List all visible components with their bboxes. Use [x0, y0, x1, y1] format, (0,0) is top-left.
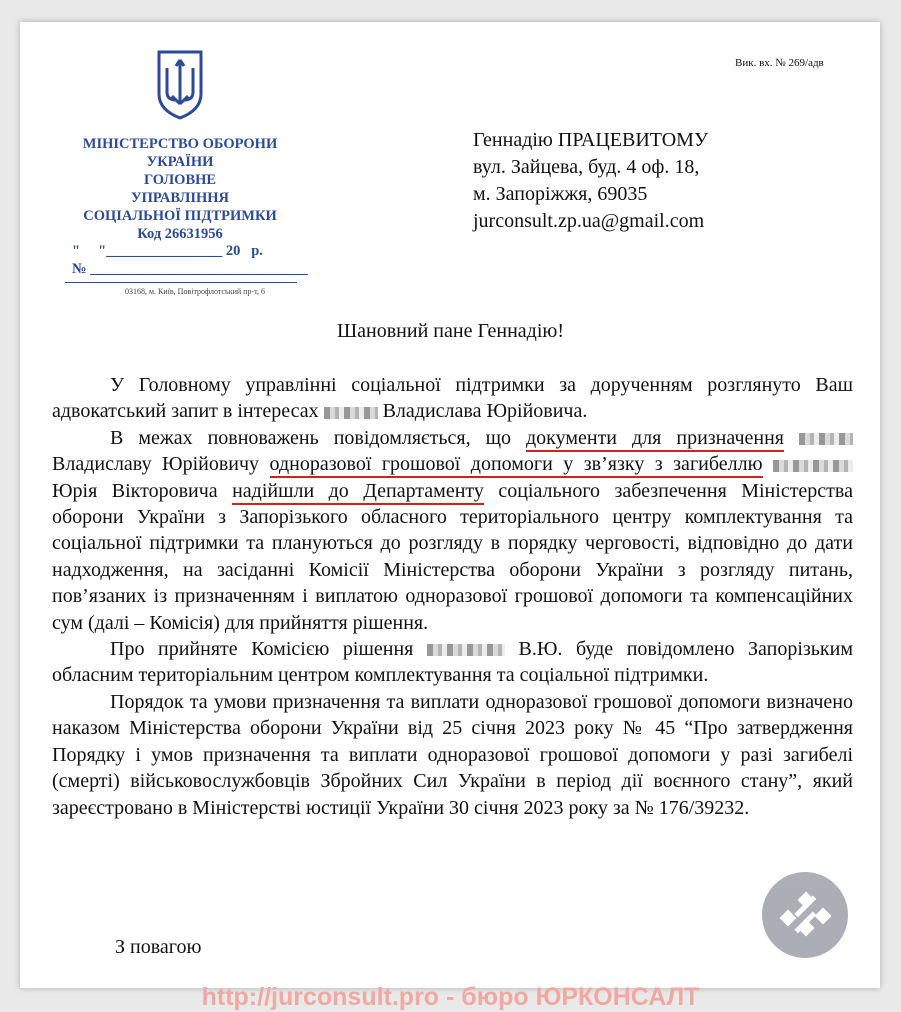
- redacted-name: [324, 407, 378, 419]
- ministry-line: ГОЛОВНЕ: [143, 172, 217, 188]
- recipient-email: jurconsult.zp.ua@gmail.com: [473, 210, 705, 232]
- paragraph: [52, 425, 853, 636]
- highlighted-text: документи для призначення: [526, 427, 784, 452]
- text: В межах повноважень повідомляється, що: [110, 426, 526, 449]
- recipient-block: [473, 127, 708, 235]
- text: Про прийняте Комісією рішення: [110, 638, 427, 661]
- watermark-logo-icon: [762, 872, 848, 958]
- header-divider: [65, 282, 297, 283]
- date-field: " "________________ 20 р.: [72, 243, 263, 259]
- text: Владиславу Юрійовичу: [52, 453, 270, 476]
- paragraph: Порядок та умови призначення та виплати одноразової грошової допомоги визначено наказом Міністерства оборони України від 25 січня 2023 року № 45 “Про затвердження Порядку і умов призначення та виплати одноразової грошової допомоги у разі загибелі (смерті) військовослужбовців Збройних Сил України в період дії воєнного стану”, який зареєстровано в Міністерстві юстиції України 30 січня 2023 року за № 176/39232.: [52, 690, 853, 819]
- reference-number: Вик. вх. № 269/адв: [735, 57, 824, 69]
- recipient-street: вул. Зайцева, буд. 4 оф. 18,: [473, 156, 700, 178]
- text: У Головному управлінні соціальної підтримки за дорученням розглянуто Ваш адвокатський запит в інтересах: [52, 374, 853, 423]
- paragraph: [52, 372, 853, 425]
- highlighted-text: надійшли до Департаменту: [232, 480, 484, 505]
- watermark-text: http://jurconsult.pro - бюро ЮРКОНСАЛТ: [201, 983, 700, 1011]
- ministry-header: [65, 135, 295, 243]
- ministry-code: Код 26631956: [137, 226, 223, 242]
- ministry-line: МІНІСТЕРСТВО ОБОРОНИ: [82, 136, 278, 152]
- closing: З повагою: [115, 936, 202, 958]
- recipient-city: м. Запоріжжя, 69035: [473, 183, 648, 205]
- ministry-address: 03168, м. Київ, Повітрофлотський пр-т, 6: [124, 287, 265, 296]
- highlighted-text: одноразової грошової допомоги у зв’язку з загибеллю: [270, 453, 763, 478]
- recipient-name: Геннадію ПРАЦЕВИТОМУ: [473, 129, 709, 151]
- text: Владислава Юрійовича.: [377, 400, 588, 423]
- redacted-name: [427, 644, 505, 656]
- text: соціального забезпечення Міністерства оборони України з Запорізького обласного територіального центру комплектування та соціальної підтримки та плануються до розгляду в порядку черговості, відповідно до дати надходження, на засіданні Комісії Міністерства оборони України з розгляду питань, пов’язаних із призначенням і виплатою одноразової грошової допомоги та компенсаційних сум (далі – Комісія) для прийняття рішення.: [52, 479, 853, 634]
- trident-emblem-icon: [156, 50, 204, 120]
- salutation: Шановний пане Геннадію!: [336, 320, 564, 342]
- letter-body: [52, 372, 853, 821]
- text: В.Ю. буде повідомлено Запорізьким обласним територіальним центром комплектування та соціальної підтримки.: [52, 638, 853, 687]
- paragraph: [52, 636, 853, 689]
- ministry-line: СОЦІАЛЬНОЇ ПІДТРИМКИ: [83, 208, 277, 224]
- number-field: № ______________________________: [72, 261, 308, 277]
- text: Юрія Вікторовича: [52, 479, 233, 502]
- redacted-name: [799, 433, 853, 445]
- ministry-line: УПРАВЛІННЯ: [131, 190, 229, 206]
- redacted-name: [773, 460, 853, 472]
- ministry-line: УКРАЇНИ: [146, 154, 214, 170]
